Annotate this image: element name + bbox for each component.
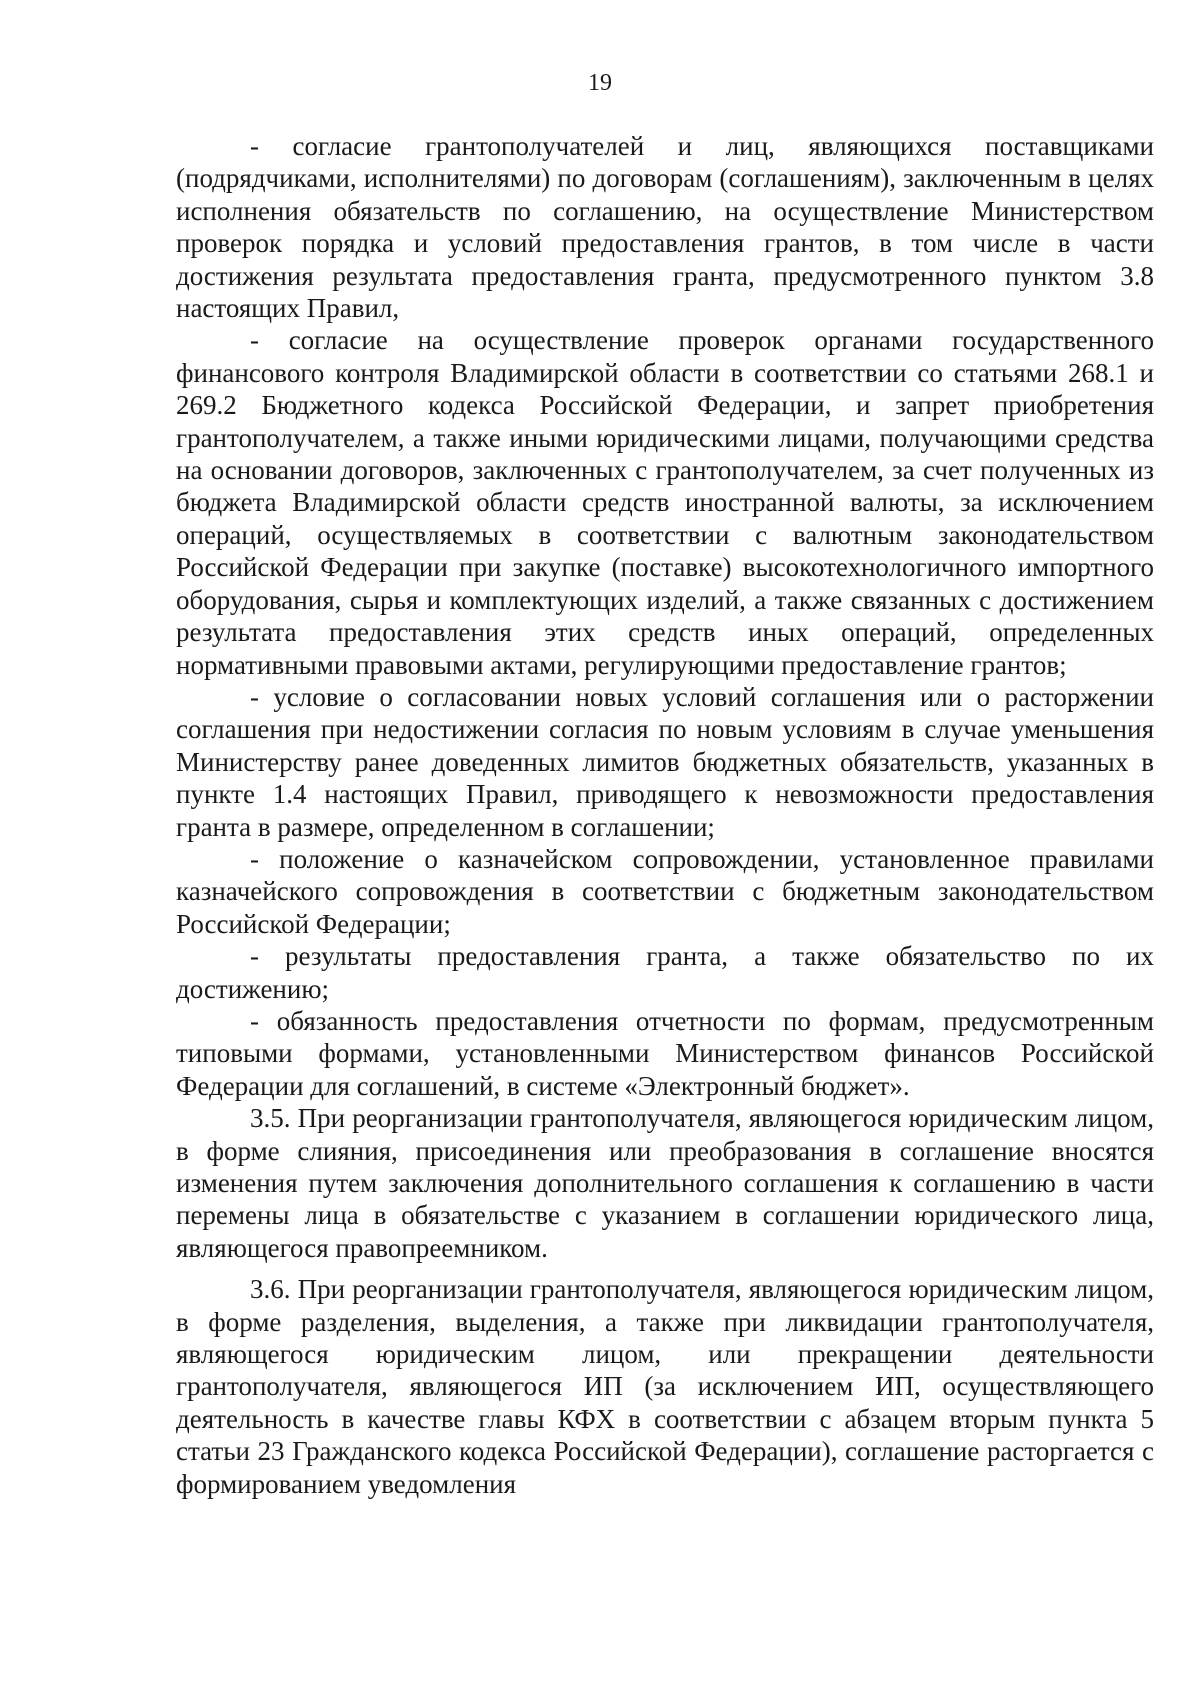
paragraph-condition-new-terms: - условие о согласовании новых условий соглашения или о расторжении соглашения при недостижении согласия по новым условиям в случае уменьшения Министерству ранее доведенных лимитов бюджетных обязательств, указанных в пункте 1.4 настоящих Правил, приводящего к невозможности предоставления гранта в размере, определенном в соглашении; xyxy=(176,681,1154,842)
paragraph-consent-financial-control: - согласие на осуществление проверок органами государственного финансового контроля Владимирской области в соответствии со статьями 268.1 и 269.2 Бюджетного кодекса Российской Федерации, и запрет приобретения грантополучателем, а также иными юридическими лицами, получающими средства на основании договоров, заключенных с грантополучателем, за счет полученных из бюджета Владимирской области средств иностранной валюты, за исключением операций, осуществляемых в соответствии с валютным законодательством Российской Федерации при закупке (поставке) высокотехнологичного импортного оборудования, сырья и комплектующих изделий, а также связанных с достижением результата предоставления этих средств иных операций, определенных нормативными правовыми актами, регулирующими предоставление грантов; xyxy=(176,325,1154,680)
document-body xyxy=(176,130,1154,1500)
paragraph-section-3-6: 3.6. При реорганизации грантополучателя, являющегося юридическим лицом, в форме разделения, выделения, а также при ликвидации грантополучателя, являющегося юридическим лицом, или прекращении деятельности грантополучателя, являющегося ИП (за исключением ИП, осуществляющего деятельность в качестве главы КФХ в соответствии с абзацем вторым пункта 5 статьи 23 Гражданского кодекса Российской Федерации), соглашение расторгается с формированием уведомления xyxy=(176,1274,1154,1499)
paragraph-grant-results: - результаты предоставления гранта, а также обязательство по их достижению; xyxy=(176,941,1154,1004)
paragraph-treasury-support: - положение о казначейском сопровождении, установленное правилами казначейского сопровождения в соответствии с бюджетным законодательством Российской Федерации; xyxy=(176,843,1154,939)
page-number: 19 xyxy=(588,70,612,96)
paragraph-reporting-obligation: - обязанность предоставления отчетности по формам, предусмотренным типовыми формами, установленными Министерством финансов Российской Федерации для соглашений, в системе «Электронный бюджет». xyxy=(176,1005,1154,1101)
paragraph-consent-grantees: - согласие грантополучателей и лиц, являющихся поставщиками (подрядчиками, исполнителями) по договорам (соглашениям), заключенным в целях исполнения обязательств по соглашению, на осуществление Министерством проверок порядка и условий предоставления грантов, в том числе в части достижения результата предоставления гранта, предусмотренного пунктом 3.8 настоящих Правил, xyxy=(176,131,1154,324)
paragraph-section-3-5: 3.5. При реорганизации грантополучателя, являющегося юридическим лицом, в форме слияния, присоединения или преобразования в соглашение вносятся изменения путем заключения дополнительного соглашения к соглашению в части перемены лица в обязательстве с указанием в соглашении юридического лица, являющегося правопреемником. xyxy=(176,1103,1154,1263)
